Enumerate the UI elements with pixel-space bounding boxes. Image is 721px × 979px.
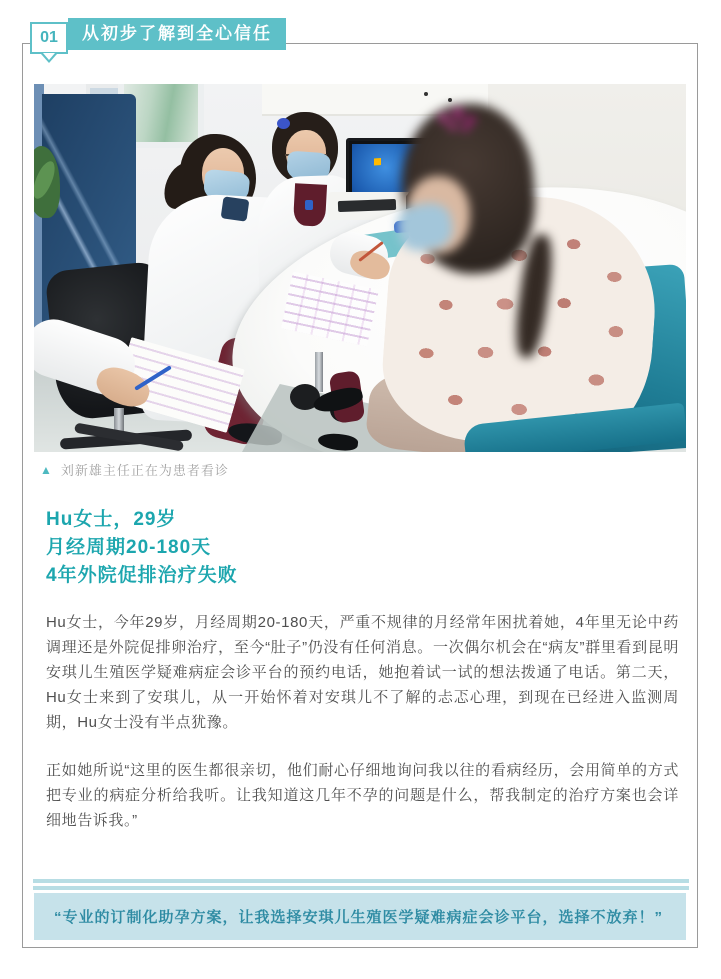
caption-triangle-icon: ▲ [40, 462, 53, 477]
article-paragraph: Hu女士，今年29岁，月经周期20-180天，严重不规律的月经常年困扰着她，4年里无论中药调理还是外院促排卵治疗，至今“肚子”仍没有任何消息。一次偶尔机会在“病友”群里看到昆明安琪儿生殖医学疑难病症会诊平台的预约电话，她抱着试一试的想法拨通了电话。第二天，Hu女士来到了安琪儿，从一开始怀着对安琪儿不了解的忐忑心理，到现在已经进入监测周期，Hu女士没有半点犹豫。 [46, 614, 679, 731]
consultation-photo[interactable] [34, 84, 686, 452]
section-title: 从初步了解到全心信任 [82, 24, 272, 43]
patient-quote-text: “专业的订制化助孕方案，让我选择安琪儿生殖医学疑难病症会诊平台，选择不放弃！” [54, 909, 664, 926]
separator-stripe [33, 879, 689, 883]
photo-patient-blurred-head [34, 84, 686, 452]
article-content-frame [22, 43, 698, 948]
case-summary-line: Hu女士，29岁 [46, 509, 177, 530]
section-number-badge [30, 22, 68, 54]
photo-patient-hair-flower [432, 104, 486, 136]
section-number: 01 [40, 29, 58, 46]
case-summary [46, 506, 238, 590]
patient-quote-box [34, 893, 686, 940]
photo-caption-text: 刘新雄主任正在为患者看诊 [60, 463, 229, 478]
case-summary-line: 月经周期20-180天 [46, 537, 212, 558]
section-title-bar [68, 18, 286, 50]
separator-stripe [33, 886, 689, 890]
photo-caption [40, 460, 229, 479]
case-summary-line: 4年外院促排治疗失败 [46, 565, 238, 586]
article-paragraph: 正如她所说“这里的医生都很亲切，他们耐心仔细地询问我以往的看病经历，会用简单的方式把专业的病症分析给我听。让我知道这几年不孕的问题是什么，帮我制定的治疗方案也会详细地告诉我。” [46, 762, 679, 829]
